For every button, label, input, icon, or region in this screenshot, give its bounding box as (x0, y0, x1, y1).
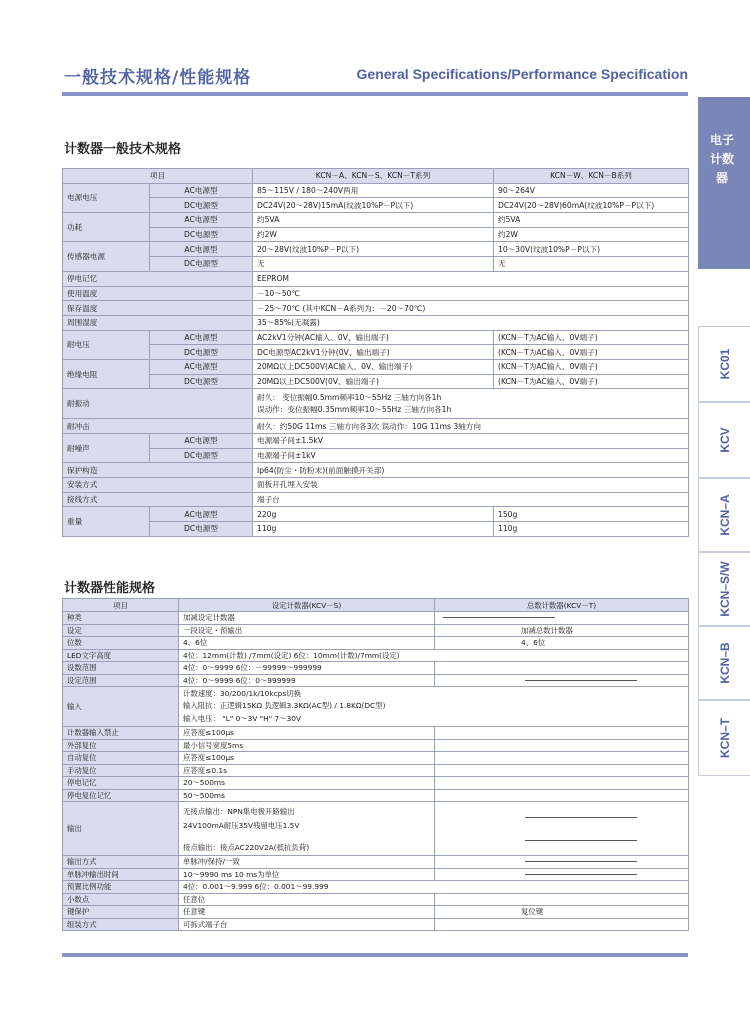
performance-spec-table (62, 598, 689, 931)
table-row: 电源电压 AC电源型 85～115V / 180～240V两用 90～264V (63, 183, 689, 198)
table-row: DC电源型 约2W 约2W (63, 227, 689, 242)
table-row: LED文字高度 4位：12mm(计数) /7mm(设定) 6位：10mm(计数)/7mm(设定) (63, 649, 689, 662)
sidebar-main-tab[interactable] (698, 97, 750, 269)
dash-line (525, 861, 637, 862)
table-row: 组装方式 可拆式端子台 (63, 918, 689, 931)
table-row: DC电源型 DC24V(20～28V)15mA(纹波10%P－P以下) DC24V(20～28V)60mA(纹波10%P－P以下) (63, 198, 689, 213)
header-divider (62, 92, 688, 96)
dash-line (525, 817, 637, 818)
table-row: 耐振动 耐久： 变位振幅0.5mm频率10～55Hz 三轴方向各1h 误动作：变位振幅0.35mm频率10～55Hz 三轴方向各1h (63, 389, 689, 419)
table-row: 耐电压 AC电源型 AC2kV1分钟(AC输入、0V、输出端子) (KCN－T为AC输入、0V端子) (63, 330, 689, 345)
table-row: 手动复位 应答度≤0.1s (63, 764, 689, 777)
page-title-en: General Specifications/Performance Specification (356, 66, 688, 82)
table-row: 种类 加减设定计数器 (63, 612, 689, 625)
table-row: 保护构造 Ip64(防尘・防粉末)(前面触摸开关部) (63, 463, 689, 478)
dash-line (525, 840, 637, 841)
table-row: 使用温度 －10～50℃ (63, 286, 689, 301)
table-row: 自动复位 应答度≤100μs (63, 752, 689, 765)
table-row: 键保护 任意键 复位键 (63, 906, 689, 919)
sidebar-main-label: 电子计数器 (710, 133, 735, 185)
table-row: 停电复位记忆 50～500ms (63, 789, 689, 802)
sidebar-tab-kcn-b[interactable]: KCN–B (698, 626, 750, 700)
dash-line (525, 874, 637, 875)
table-row: 单脉冲输出时间 10～9990 ms 10 ms为单位 (63, 868, 689, 881)
sidebar-tab-kcn-a[interactable]: KCN–A (698, 478, 750, 552)
table-row: 计数器输入禁止 应答度≤100μs (63, 727, 689, 740)
footer-divider (62, 953, 688, 957)
general-spec-title: 计数器一般技术规格 (64, 142, 182, 157)
table-row: 传感器电源 AC电源型 20～28V(纹波10%P－P以下) 10～30V(纹波10%P－P以下) (63, 242, 689, 257)
table-row: 安装方式 面板开孔埋入安装 (63, 478, 689, 493)
table-row: 周围湿度 35～85%(无凝露) (63, 315, 689, 330)
dash-line (443, 617, 555, 618)
table-row: 耐噪声 AC电源型 电源端子间±1.5kV (63, 434, 689, 449)
performance-spec-title: 计数器性能规格 (64, 581, 156, 596)
table-row: 停电记忆 20～500ms (63, 777, 689, 790)
table-row: 设定范围 4位：0～9999 6位：0～999999 (63, 674, 689, 687)
table-row: 外部复位 最小信号宽度5ms (63, 739, 689, 752)
table-row: 接线方式 端子台 (63, 492, 689, 507)
table-row: 预置比例功能 4位：0.001～9.999 6位：0.001～99.999 (63, 881, 689, 894)
table-row: DC电源型 电源端子间±1kV (63, 448, 689, 463)
table-row: 重量 AC电源型 220g 150g (63, 507, 689, 522)
table-row: 输入 计数速度：30/200/1k/10kcps切换 输入阻抗：正逻辑15KΩ 负逻辑3.3KΩ(AC型) / 1.8KΩ(DC型) 输入电压： "L" 0～3V "H" 7～30V (63, 687, 689, 727)
table-row: 输出方式 单脉冲/保持/一致 (63, 856, 689, 869)
table-row: 设数范围 4位：0～9999 6位：－99999～999999 (63, 662, 689, 675)
table-row: 保存温度 －25～70℃ (其中KCN－A系列为：－20～70℃) (63, 301, 689, 316)
table-row: 耐冲击 耐久：约50G 11ms 三轴方向各3次 误动作：10G 11ms 3轴方向 (63, 419, 689, 434)
table-row: 停电记忆 EEPROM (63, 271, 689, 286)
table-row: 绝缘电阻 AC电源型 20MΩ以上DC500V(AC输入、0V、输出端子) (KCN－T为AC输入、0V端子) (63, 359, 689, 374)
sidebar-tab-kcn-t[interactable]: KCN–T (698, 700, 750, 776)
table-row: 功耗 AC电源型 约5VA 约5VA (63, 213, 689, 228)
table-row: DC电源型 DC电源型AC2kV1分钟(0V、输出端子) (KCN－T为AC输入、0V端子) (63, 345, 689, 360)
general-spec-table (62, 168, 689, 537)
table-row: 小数点 任意位 (63, 893, 689, 906)
sidebar-tab-kcn-sw[interactable]: KCN–S/W (698, 552, 750, 626)
table-row: 项目 KCN－A、KCN－S、KCN－T系列 KCN－W、KCN－B系列 (63, 169, 689, 184)
table-row: DC电源型 110g 110g (63, 522, 689, 537)
table-row: 输出 无接点输出：NPN集电极开路输出 24V100mA耐压35V残留电压1.5V 接点输出：接点AC220V2A(抵抗负荷) (63, 802, 689, 856)
page-title-cn: 一般技术规格/性能规格 (64, 68, 252, 88)
table-row: DC电源型 无 无 (63, 257, 689, 272)
table-row: DC电源型 20MΩ以上DC500V(0V、输出端子) (KCN－T为AC输入、0V端子) (63, 374, 689, 389)
table-row: 项目 设定计数器(KCV－S) 总数计数器(KCV－T) (63, 599, 689, 612)
sidebar-tab-kcv[interactable]: KCV (698, 402, 750, 478)
dash-line (525, 680, 637, 681)
table-row: 位数 4、6位 4、6位 (63, 637, 689, 650)
table-row: 设定 一段设定・预输出 加减总数计数器 (63, 624, 689, 637)
sidebar-tab-kc01[interactable]: KC01 (698, 326, 750, 402)
